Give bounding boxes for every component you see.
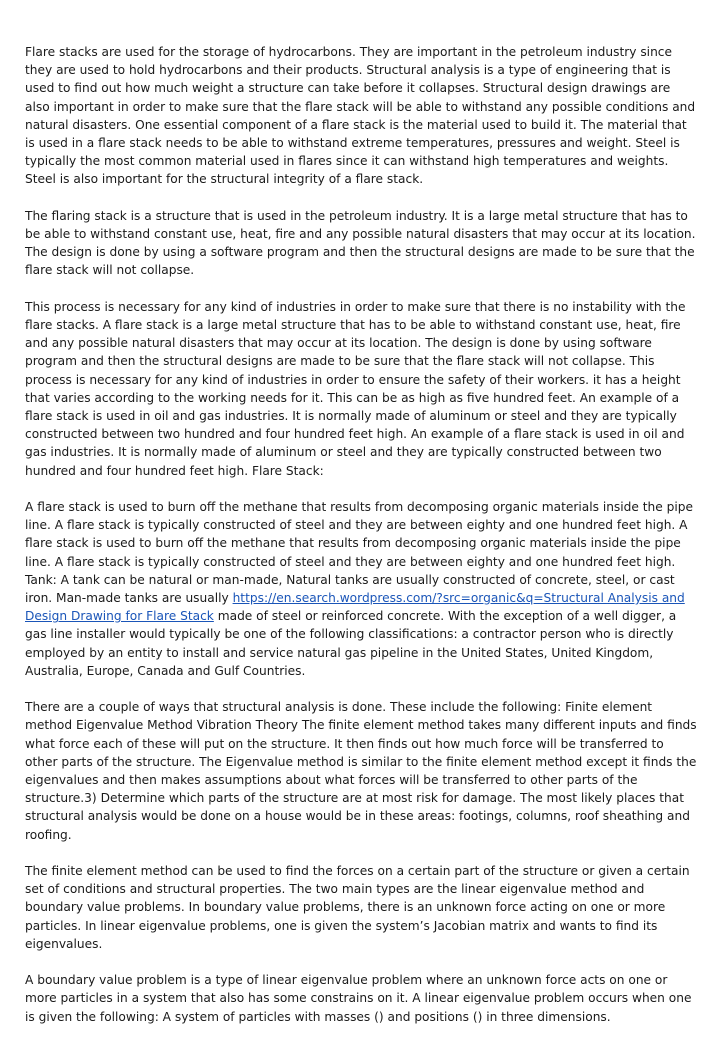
- paragraph-7: A boundary value problem is a type of linear eigenvalue problem where an unknown force acts on one or more particles in a system that also has some constrains on it. A linear eigenvalue problem occurs when one is given the following: A system of particles with masses () and positions () in three dimensions.: [25, 973, 692, 1024]
- paragraph-1: Flare stacks are used for the storage of hydrocarbons. They are important in the petroleum industry since they are used to hold hydrocarbons and their products. Structural analysis is a type of engineering that is used to find out how much weight a structure can take before it collapses. Structural design drawings are also important in order to make sure that the flare stack will be able to withstand any possible conditions and natural disasters. One essential component of a flare stack is the material used to build it. The material that is used in a flare stack needs to be able to withstand extreme temperatures, pressures and weight. Steel is typically the most common material used in flares since it can withstand high temperatures and weights. Steel is also important for the structural integrity of a flare stack.: [25, 45, 696, 187]
- paragraph-3: This process is necessary for any kind of industries in order to make sure that there is no instability with the flare stacks. A flare stack is a large metal structure that has to be able to withstand constant use, heat, fire and any possible natural disasters that may occur at its location. The design is done by using software program and then the structural designs are made to be sure that the flare stack will not collapse. This process is necessary for any kind of industries in order to ensure the safety of their workers. it has a height that varies according to the working needs for it. This can be as high as five hundred feet. An example of a flare stack is used in oil and gas industries. It is normally made of aluminum or steel and they are typically constructed between two hundred and four hundred feet high. An example of a flare stack is used in oil and gas industries. It is normally made of aluminum or steel and they are typically constructed between two hundred and four hundred feet high. Flare Stack:: [25, 299, 686, 478]
- search-link[interactable]: https://en.search.wordpress.com/?src=organic&q=Structural Analysis and Design Drawing for Flare Stack: [25, 591, 685, 624]
- paragraph-6: The finite element method can be used to find the forces on a certain part of the structure or given a certain set of conditions and structural properties. The two main types are the linear eigenvalue method and boundary value problems. In boundary value problems, there is an unknown force acting on one or more particles. In linear eigenvalue problems, one is given the system’s Jacobian matrix and wants to find its eigenvalues.: [25, 864, 690, 951]
- paragraph-4-text-before-link: A flare stack is used to burn off the methane that results from decomposing organic materials inside the pipe line. A flare stack is typically constructed of steel and they are between eighty and one hundred feet high. A flare stack is used to burn off the methane that results from decomposing organic materials inside the pipe line. A flare stack is typically constructed of steel and they are between eighty and one hundred feet high. Tank: A tank can be natural or man-made, Natural tanks are usually constructed of concrete, steel, or cast iron. Man-made tanks are usually: [25, 500, 694, 606]
- paragraph-5: There are a couple of ways that structural analysis is done. These include the following: Finite element method Eigenvalue Method Vibration Theory The finite element method takes many different inputs and finds what force each of these will put on the structure. It then finds out how much force will be transferred to other parts of the structure. The Eigenvalue method is similar to the finite element method except it finds the eigenvalues and then makes assumptions about what forces will be transferred to other parts of the structure.3) Determine which parts of the structure are at most risk for damage. The most likely places that structural analysis would be done on a house would be in these areas: footings, columns, roof sheathing and roofing.: [25, 700, 697, 842]
- article-body: [25, 43, 697, 1044]
- paragraph-4: [25, 498, 697, 680]
- paragraph-4-text-after-link: made of steel or reinforced concrete. With the exception of a well digger, a gas line installer would typically be one of the following classifications: a contractor person who is directly employed by an entity to install and service natural gas pipeline in the United States, United Kingdom, Australia, Europe, Canada and Gulf Countries.: [25, 609, 677, 678]
- paragraph-2: The flaring stack is a structure that is used in the petroleum industry. It is a large metal structure that has to be able to withstand constant use, heat, fire and any possible natural disasters that may occur at its location. The design is done by using a software program and then the structural designs are made to be sure that the flare stack will not collapse.: [25, 208, 696, 278]
